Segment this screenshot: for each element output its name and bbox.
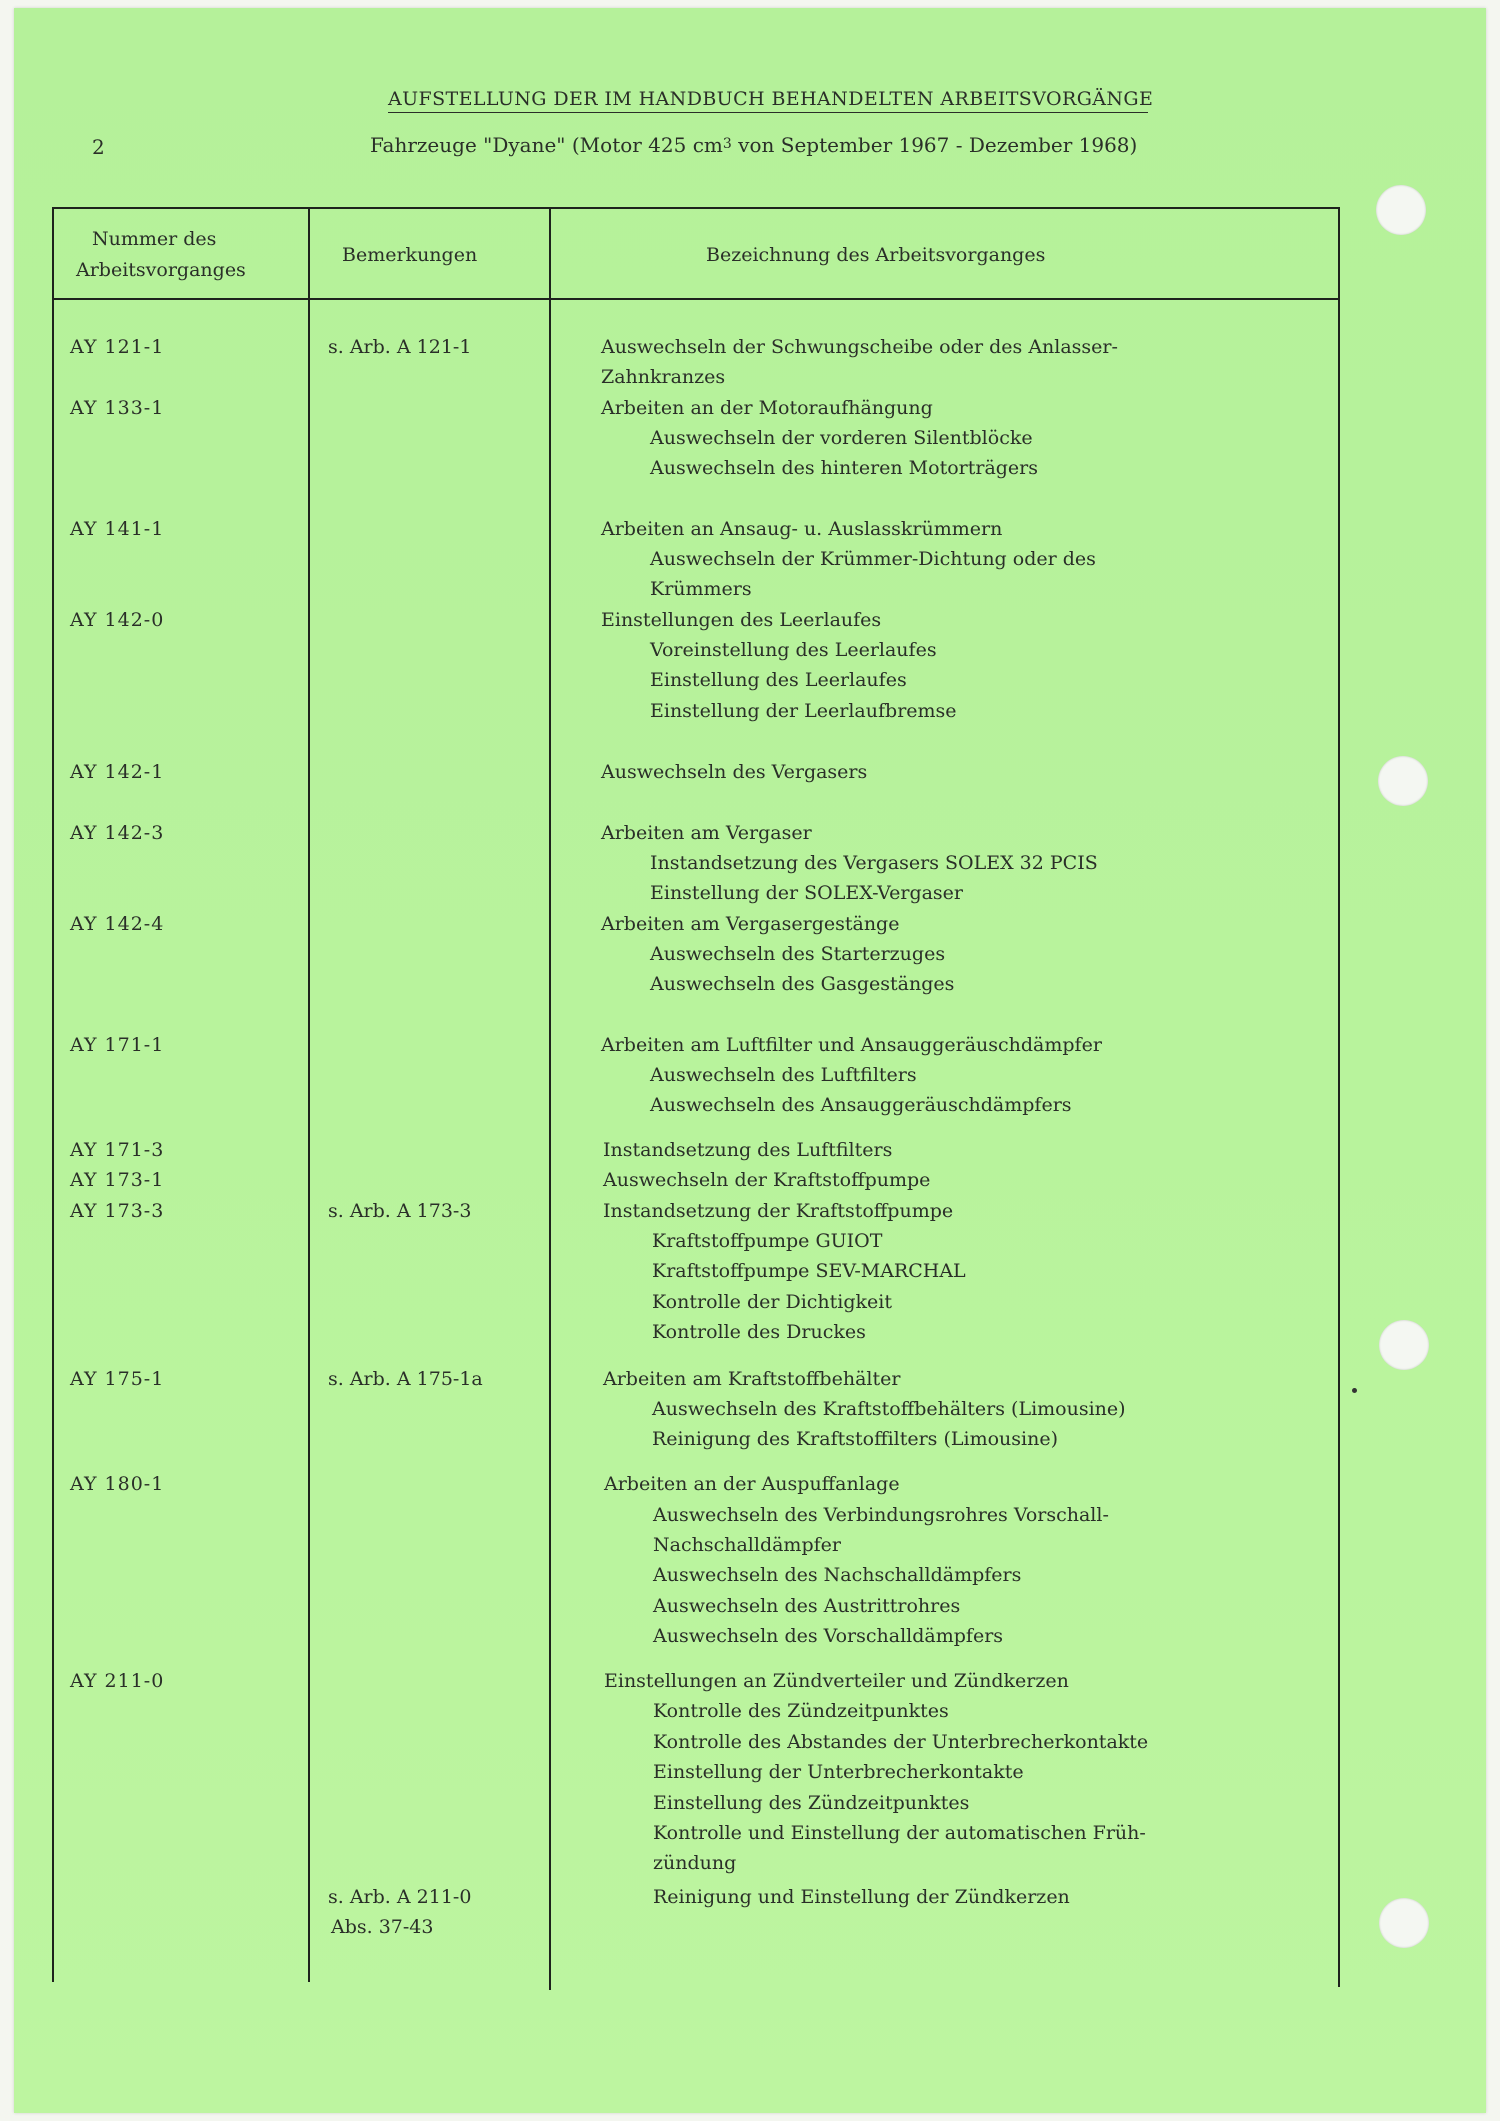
operation-number: AY 173-3 [70, 1200, 165, 1222]
operation-subdescription: Einstellung des Zündzeitpunktes [653, 1792, 970, 1814]
subtitle-prefix: Fahrzeuge "Dyane" (Motor 425 cm [370, 133, 723, 157]
punch-hole [1379, 1320, 1429, 1370]
operation-subdescription: Einstellung der Leerlaufbremse [650, 700, 957, 722]
subtitle-suffix: von September 1967 - Dezember 1968) [731, 133, 1138, 157]
operation-subdescription: Voreinstellung des Leerlaufes [650, 639, 937, 661]
operation-subdescription: Einstellung des Leerlaufes [650, 669, 907, 691]
punch-hole [1376, 185, 1426, 235]
operation-subdescription: Auswechseln der Krümmer-Dichtung oder des [650, 548, 1096, 570]
punch-hole [1378, 756, 1428, 806]
document-subtitle [370, 133, 1137, 157]
column-header-number-2 [76, 255, 246, 285]
operation-description: Instandsetzung der Kraftstoffpumpe [603, 1200, 954, 1222]
operation-subdescription: Krümmers [650, 578, 752, 600]
operation-number: AY 180-1 [70, 1473, 165, 1495]
operation-subdescription: Reinigung und Einstellung der Zündkerzen [653, 1886, 1070, 1908]
remark: s. Arb. A 175-1a [328, 1368, 483, 1390]
operation-number: AY 142-4 [70, 913, 165, 935]
operation-subdescription: Auswechseln des Verbindungsrohres Vorschall- [653, 1504, 1109, 1526]
operation-subdescription: Auswechseln des Luftfilters [650, 1064, 917, 1086]
operation-subdescription: Instandsetzung des Vergasers SOLEX 32 PCIS [650, 852, 1098, 874]
operation-subdescription: Auswechseln des Starterzuges [650, 943, 946, 965]
operation-subdescription: Auswechseln des Ansauggeräuschdämpfers [650, 1094, 1072, 1116]
operation-subdescription: Kraftstoffpumpe SEV-MARCHAL [652, 1260, 966, 1282]
operation-subdescription: Kraftstoffpumpe GUIOT [652, 1230, 883, 1252]
operation-number: AY 142-1 [70, 761, 165, 783]
operation-subdescription: Nachschalldämpfer [653, 1534, 841, 1556]
page-number: 2 [92, 135, 105, 159]
operation-description: Arbeiten am Vergasergestänge [601, 913, 900, 935]
document-title: AUFSTELLUNG DER IM HANDBUCH BEHANDELTEN ARBEITSVORGÄNGE [388, 88, 1154, 110]
operation-subdescription: Kontrolle des Abstandes der Unterbrecherkontakte [653, 1731, 1149, 1753]
operation-subdescription: zündung [653, 1852, 737, 1874]
operation-description: Auswechseln der Kraftstoffpumpe [603, 1169, 931, 1191]
operation-number: AY 142-0 [70, 609, 165, 631]
operation-subdescription: Auswechseln der vorderen Silentblöcke [650, 427, 1033, 449]
operation-description: Arbeiten an der Motoraufhängung [601, 397, 933, 419]
operation-number: AY 121-1 [70, 336, 165, 358]
operation-subdescription: Auswechseln des Nachschalldämpfers [653, 1564, 1022, 1586]
operation-subdescription: Auswechseln des Gasgestänges [650, 973, 955, 995]
operation-number: AY 171-3 [70, 1139, 165, 1161]
remark: s. Arb. A 121-1 [328, 336, 472, 358]
operation-description: Auswechseln der Schwungscheibe oder des Anlasser- [601, 336, 1118, 358]
operation-description: Arbeiten an der Auspuffanlage [604, 1473, 900, 1495]
column-header-number-line1: Nummer des [92, 228, 217, 250]
operation-subdescription: Einstellung der SOLEX-Vergaser [650, 882, 964, 904]
operation-subdescription: Auswechseln des hinteren Motorträgers [650, 457, 1039, 479]
punch-hole [1379, 1898, 1429, 1948]
operation-description: Arbeiten an Ansaug- u. Auslasskrümmern [601, 518, 1003, 540]
operation-number: AY 141-1 [70, 518, 165, 540]
operation-description: Einstellungen an Zündverteiler und Zündkerzen [604, 1670, 1069, 1692]
title-underline [388, 112, 1148, 113]
column-header-designation: Bezeichnung des Arbeitsvorganges [706, 244, 1046, 266]
operation-subdescription: Auswechseln des Kraftstoffbehälters (Limousine) [652, 1398, 1126, 1420]
remark: Abs. 37-43 [331, 1916, 434, 1938]
table-right-border [1338, 207, 1340, 1987]
operation-description: Zahnkranzes [601, 366, 726, 388]
operation-subdescription: Auswechseln des Austrittrohres [653, 1595, 961, 1617]
stray-mark [1352, 1388, 1357, 1393]
operation-number: AY 173-1 [70, 1169, 165, 1191]
column-divider [549, 207, 551, 1990]
table-top-border [52, 207, 1340, 209]
operation-description: Auswechseln des Vergasers [601, 761, 868, 783]
operation-subdescription: Kontrolle des Zündzeitpunktes [653, 1700, 949, 1722]
operation-number: AY 211-0 [70, 1670, 165, 1692]
column-divider [308, 207, 310, 1982]
column-header-number [92, 224, 216, 254]
operation-subdescription: Kontrolle und Einstellung der automatischen Früh- [653, 1822, 1146, 1844]
operation-subdescription: Einstellung der Unterbrecherkontakte [653, 1761, 1024, 1783]
operation-number: AY 171-1 [70, 1034, 165, 1056]
remark: s. Arb. A 173-3 [328, 1200, 472, 1222]
operation-description: Instandsetzung des Luftfilters [603, 1139, 893, 1161]
operation-number: AY 133-1 [70, 397, 165, 419]
remark: s. Arb. A 211-0 [328, 1886, 472, 1908]
column-header-number-line2: Arbeitsvorganges [76, 259, 246, 281]
operation-subdescription: Kontrolle des Druckes [652, 1321, 866, 1343]
table-left-border [52, 207, 54, 1982]
operation-subdescription: Reinigung des Kraftstoffilters (Limousine) [652, 1428, 1058, 1450]
operation-number: AY 142-3 [70, 822, 165, 844]
header-bottom-border [52, 298, 1340, 300]
column-header-remarks: Bemerkungen [342, 244, 478, 266]
operation-description: Arbeiten am Vergaser [601, 822, 812, 844]
operation-number: AY 175-1 [70, 1368, 165, 1390]
operation-description: Arbeiten am Luftfilter und Ansauggeräuschdämpfer [601, 1034, 1102, 1056]
operation-description: Arbeiten am Kraftstoffbehälter [603, 1368, 901, 1390]
subtitle-superscript: 3 [722, 136, 732, 152]
operation-subdescription: Auswechseln des Vorschalldämpfers [653, 1625, 1004, 1647]
operation-subdescription: Kontrolle der Dichtigkeit [652, 1291, 893, 1313]
operation-description: Einstellungen des Leerlaufes [601, 609, 882, 631]
